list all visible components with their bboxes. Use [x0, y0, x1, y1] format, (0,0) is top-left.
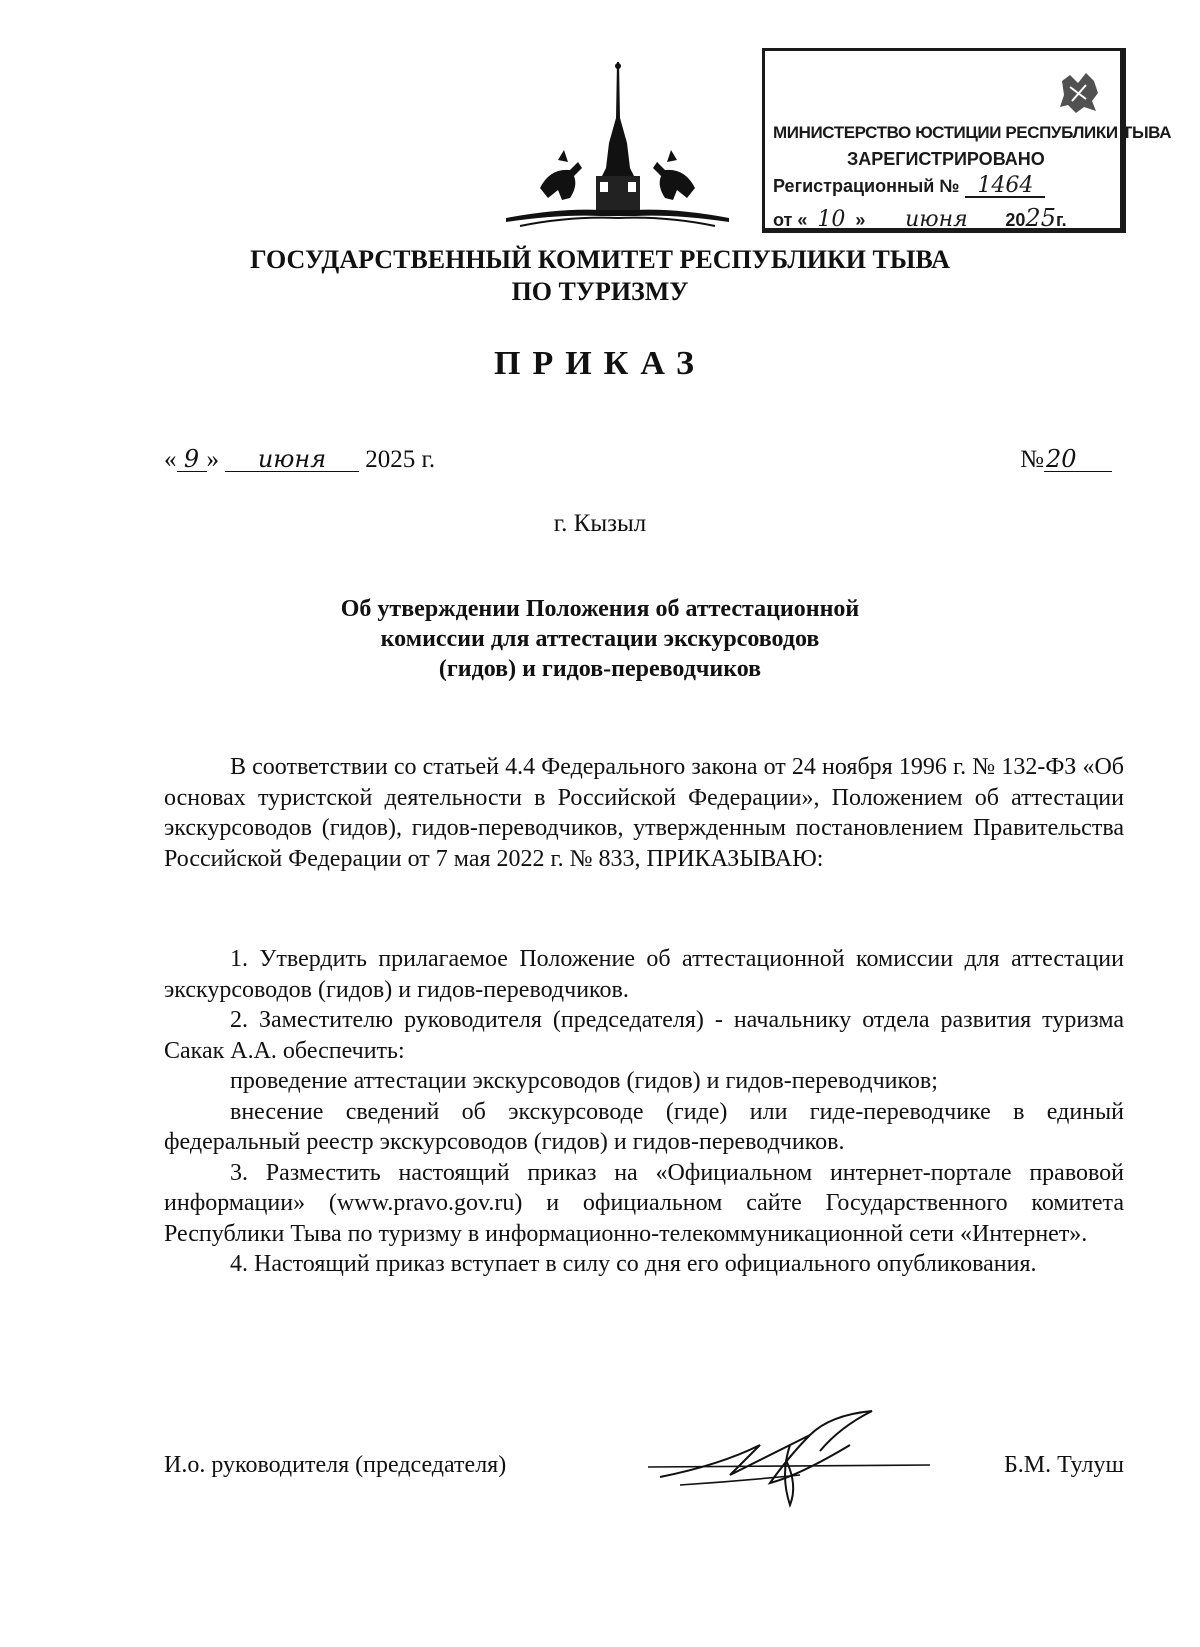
date-day-handwritten: 9: [177, 447, 207, 472]
subject-line3: (гидов) и гидов-переводчиков: [438, 656, 762, 682]
order-items-section: [164, 944, 1124, 1280]
order-subject: [200, 594, 1000, 684]
stamp-regno-line: [773, 173, 1045, 198]
organization-name: [150, 244, 1050, 308]
order-number: [1020, 446, 1112, 474]
stamp-ink-mark: [1056, 71, 1102, 115]
order-item-2: 2. Заместителю руководителя (председателя) - начальнику отдела развития туризма Сакак А.А. обеспечить:: [164, 1007, 1124, 1064]
date-open-quote: «: [164, 446, 177, 473]
stamp-registered-line: ЗАРЕГИСТРИРОВАНО: [847, 149, 1045, 169]
preamble-section: [164, 752, 1124, 874]
stamp-date-month: июня: [871, 210, 1001, 232]
emblem-logo: [500, 58, 735, 233]
date-month-handwritten: июня: [225, 447, 359, 472]
stamp-date-mid: »: [855, 210, 866, 230]
city-name: г. Кызыл: [553, 510, 647, 537]
handwritten-signature: [640, 1405, 940, 1515]
signatory-position: И.о. руководителя (председателя): [164, 1452, 507, 1478]
stamp-ministry-line: МИНИСТЕРСТВО ЮСТИЦИИ РЕСПУБЛИКИ ТЫВА: [773, 123, 1172, 142]
date-year: 2025 г.: [365, 446, 436, 473]
date-close-quote: »: [206, 446, 219, 473]
stamp-regno-label: Регистрационный №: [773, 176, 960, 196]
order-item-2-subitem-a: проведение аттестации экскурсоводов (гидов) и гидов-переводчиков;: [230, 1068, 938, 1094]
stamp-regno-value: 1464: [965, 176, 1045, 198]
order-item-1: 1. Утвердить прилагаемое Положение об аттестационной комиссии для аттестации экскурсоводов (гидов) и гидов-переводчиков.: [164, 946, 1124, 1003]
stamp-date-year-prefix: 20: [1005, 210, 1026, 230]
stamp-date-year-handwritten: 25: [1025, 204, 1056, 232]
subject-line1: Об утверждении Положения об аттестационной: [340, 596, 860, 622]
order-number-handwritten: 20: [1044, 447, 1112, 472]
organization-name-line1: ГОСУДАРСТВЕННЫЙ КОМИТЕТ РЕСПУБЛИКИ ТЫВА: [250, 245, 950, 274]
order-item-3: 3. Разместить настоящий приказ на «Официальном интернет-портале правовой информации» (www.pravo.gov.ru) и официальном сайте Государственного комитета Республики Тыва по туризму в информационно-телекоммуникационной сети «Интернет».: [164, 1159, 1124, 1247]
subject-line2: комиссии для аттестации экскурсоводов: [380, 626, 820, 652]
order-date: [164, 446, 435, 474]
stamp-date-year-suffix: г.: [1055, 210, 1067, 230]
registration-stamp: [762, 48, 1172, 233]
signatory-name: Б.М. Тулуш: [1004, 1452, 1124, 1478]
organization-name-line2: ПО ТУРИЗМУ: [511, 277, 689, 306]
preamble-paragraph: В соответствии со статьей 4.4 Федерального закона от 24 ноября 1996 г. № 132-ФЗ «Об основах туристской деятельности в Российской Федерации», Положением об аттестации экскурсоводов (гидов), гидов-переводчиков, утвержденным постановлением Правительства Российской Федерации от 7 мая 2022 г. № 833, ПРИКАЗЫВАЮ:: [164, 754, 1124, 872]
stamp-date-day: 10: [807, 210, 855, 232]
stamp-date-line: [773, 204, 1067, 232]
order-number-label: №: [1020, 446, 1044, 473]
document-type-title: ПРИКАЗ: [494, 345, 706, 382]
order-item-2-subitem-b: внесение сведений об экскурсоводе (гиде) или гиде-переводчике в единый федеральный реестр экскурсоводов (гидов) и гидов-переводчиков.: [164, 1098, 1124, 1155]
stamp-date-prefix: от «: [773, 210, 808, 230]
order-item-4: 4. Настоящий приказ вступает в силу со дня его официального опубликования.: [230, 1251, 1037, 1277]
